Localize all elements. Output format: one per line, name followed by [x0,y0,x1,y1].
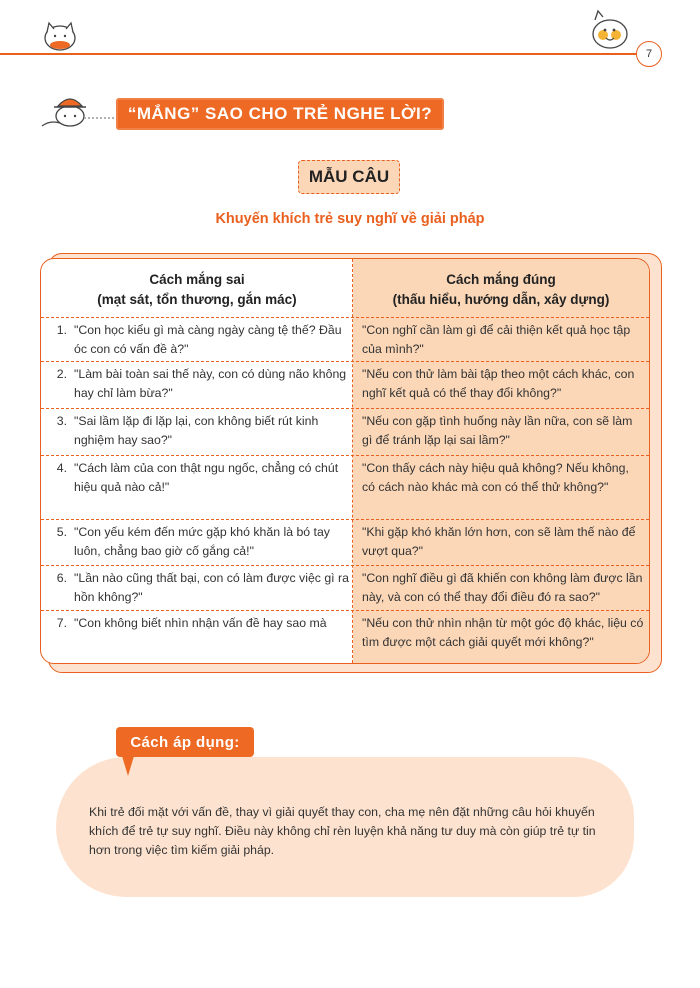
table-row [41,361,649,406]
table-row [41,455,649,520]
right-phrase: "Con thấy cách này hiệu quả không? Nếu không, có cách nào khác mà con có thể thử không?" [362,461,629,494]
sample-sentences-label [298,160,400,194]
cat-with-hat-icon [40,90,120,130]
header-right-subtitle: (thấu hiểu, hướng dẫn, xây dựng) [392,292,610,307]
header-wrong-subtitle: (mạt sát, tổn thương, gắn mác) [97,292,297,307]
header-right-way [353,270,649,310]
cat-mascot-icon [40,14,80,54]
row-number: 5. [56,525,67,539]
apply-tag-text: Cách áp dụng: [130,733,240,751]
wrong-phrase: "Làm bài toàn sai thế này, con có dùng não không hay chỉ làm bừa?" [74,367,347,400]
header-wrong-way [49,270,345,310]
section-title-banner [116,98,444,130]
table-row [41,317,649,362]
apply-paragraph: Khi trẻ đối mặt với vấn đề, thay vì giải quyết thay con, cha mẹ nên đặt những câu hỏi khuyến khích để trẻ tự suy nghĩ. Điều này không chỉ rèn luyện khả năng tư duy mà còn giúp trẻ tự tin hơn trong việc tìm kiếm giải pháp. [89,805,596,857]
wrong-phrase: "Sai lầm lặp đi lặp lại, con không biết rút kinh nghiệm hay sao?" [74,414,319,447]
right-phrase: "Nếu con thử nhìn nhận từ một góc độ khác, liệu có tìm được một cách giải quyết mới không?" [362,616,644,649]
section-subtitle: Khuyến khích trẻ suy nghĩ về giải pháp [215,211,485,227]
table-header [41,259,649,317]
wrong-phrase: "Con yếu kém đến mức gặp khó khăn là bó tay luôn, chẳng bao giờ cố gắng cả!" [74,525,330,558]
apply-tag-pointer [122,756,134,776]
table-row [41,610,649,664]
row-number: 2. [56,367,67,381]
right-phrase: "Con nghĩ cần làm gì để cải thiện kết quả học tập của mình?" [362,323,631,356]
section-title: “MẮNG” SAO CHO TRẺ NGHE LỜI? [127,104,433,123]
row-number: 7. [56,616,67,630]
wrong-phrase: "Con học kiểu gì mà càng ngày càng tệ thế? Đầu óc con có vấn đề à?" [74,323,342,356]
right-phrase: "Nếu con thử làm bài tập theo một cách khác, con nghĩ kết quả có thể thay đổi không?" [362,367,635,400]
wrong-phrase: "Lần nào cũng thất bại, con có làm được việc gì ra hồn không?" [74,571,349,604]
table-row [41,519,649,568]
page-number: 7 [636,41,662,67]
row-number: 6. [56,571,67,585]
header-wrong-title: Cách mắng sai [149,272,245,287]
comparison-table [40,258,650,664]
table-row [41,408,649,453]
right-phrase: "Nếu con gặp tình huống này lần nữa, con sẽ làm gì để tránh lặp lại sai lầm?" [362,414,633,447]
cat-mascot-icon [585,8,635,54]
wrong-phrase: "Con không biết nhìn nhận vấn đề hay sao mà [74,616,327,630]
row-number: 1. [56,323,67,337]
wrong-phrase: "Cách làm của con thật ngu ngốc, chẳng có chút hiệu quả nào cả!" [74,461,339,494]
sample-sentences-label-text: MẪU CÂU [308,167,390,186]
table-row [41,565,649,610]
header-rule [0,53,650,55]
row-number: 3. [56,414,67,428]
right-phrase: "Con nghĩ điều gì đã khiến con không làm được lần này, và con có thể thay đổi điều đó ra sao?" [362,571,643,604]
row-number: 4. [56,461,67,475]
header-right-title: Cách mắng đúng [446,272,556,287]
apply-tag [116,727,254,757]
right-phrase: "Khi gặp khó khăn lớn hơn, con sẽ làm thế nào để vượt qua?" [362,525,636,558]
